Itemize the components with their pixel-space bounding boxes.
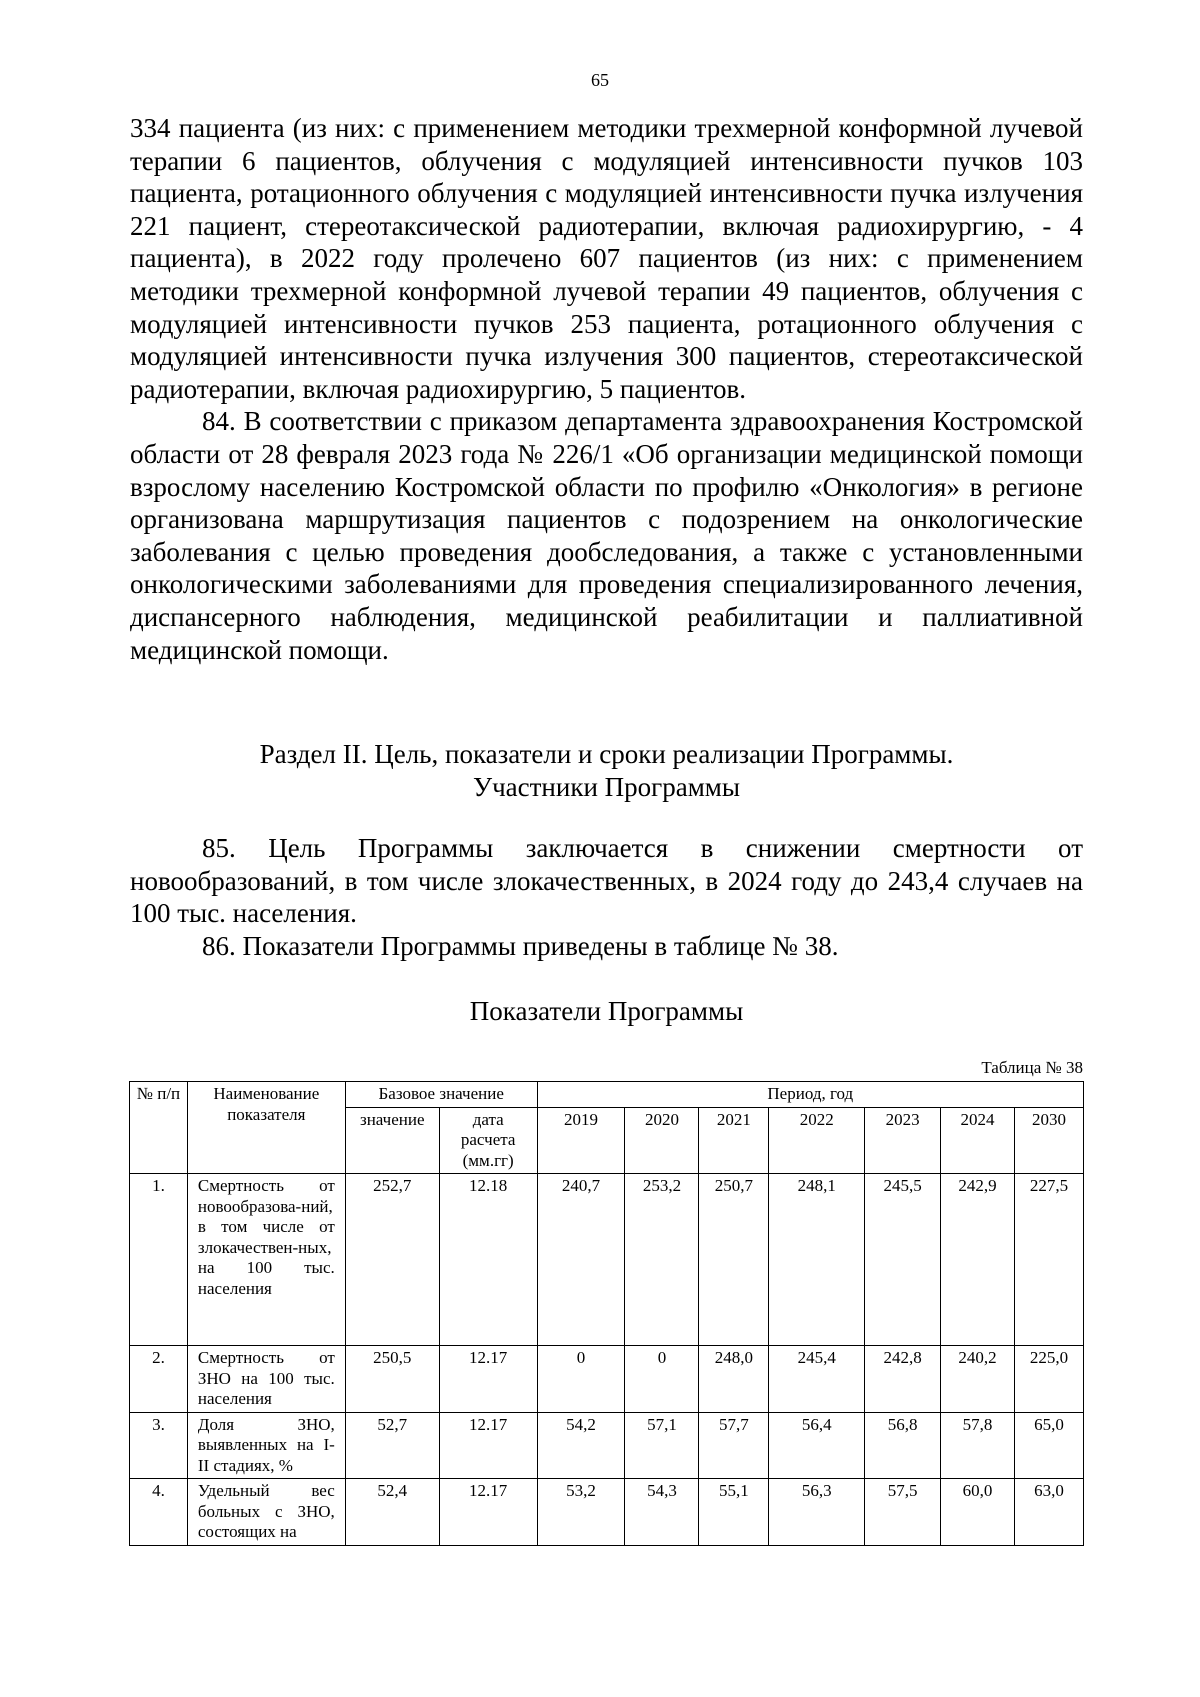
header-year: 2024 — [941, 1107, 1015, 1174]
row-base-value: 252,7 — [345, 1174, 439, 1346]
header-period-group: Период, год — [537, 1082, 1083, 1108]
header-base-value: значение — [345, 1107, 439, 1174]
row-value: 54,3 — [625, 1479, 699, 1546]
row-value: 56,3 — [769, 1479, 865, 1546]
page-number: 65 — [591, 70, 609, 90]
row-name: Смертность от ЗНО на 100 тыс. населения — [187, 1346, 345, 1413]
row-value: 53,2 — [537, 1479, 625, 1546]
row-value: 55,1 — [699, 1479, 769, 1546]
row-value: 248,0 — [699, 1346, 769, 1413]
paragraph-85: 85. Цель Программы заключается в снижении смертности от новообразований, в том числе злокачественных, в 2024 году до 243,4 случаев на 100 тыс. населения. — [130, 833, 1083, 929]
indicators-table — [129, 1081, 1084, 1546]
table-row — [130, 1479, 1084, 1546]
row-value: 250,7 — [699, 1174, 769, 1346]
row-value: 242,8 — [865, 1346, 941, 1413]
row-value: 0 — [537, 1346, 625, 1413]
row-num: 3. — [130, 1412, 188, 1479]
header-name: Наименование показателя — [187, 1082, 345, 1174]
row-base-value: 52,7 — [345, 1412, 439, 1479]
table-row — [130, 1346, 1084, 1413]
row-value: 63,0 — [1014, 1479, 1083, 1546]
table-number: Таблица № 38 — [981, 1058, 1083, 1077]
paragraph: 334 пациента (из них: с применением методики трехмерной конформной лучевой терапии 6 пациентов, облучения с модуляцией интенсивности пучков 103 пациента, ротационного облучения с модуляцией интенсивности пучка излучения 221 пациент, стереотаксической радиотерапии, включая радиохирургию, - 4 пациента), в 2022 году пролечено 607 пациентов (из них: с применением методики трехмерной конформной лучевой терапии 49 пациентов, облучения с модуляцией интенсивности пучков 253 пациента, ротационного облучения с модуляцией интенсивности пучка излучения 300 пациентов, стереотаксической радиотерапии, включая радиохирургию, 5 пациентов. — [130, 113, 1083, 404]
row-value: 225,0 — [1014, 1346, 1083, 1413]
body-text-bottom — [130, 832, 1083, 962]
row-value: 0 — [625, 1346, 699, 1413]
paragraph-84: 84. В соответствии с приказом департамента здравоохранения Костромской области от 28 февраля 2023 года № 226/1 «Об организации медицинской помощи взрослому населению Костромской области по профилю «Онкология» в регионе организована маршрутизация пациентов с подозрением на онкологические заболевания с целью проведения дообследования, а также с установленными онкологическими заболеваниями для проведения специализированного лечения, диспансерного наблюдения, медицинской реабилитации и паллиативной медицинской помощи. — [130, 406, 1083, 665]
header-year: 2020 — [625, 1107, 699, 1174]
row-name: Удельный вес больных с ЗНО, состоящих на — [187, 1479, 345, 1546]
row-value: 248,1 — [769, 1174, 865, 1346]
header-year: 2023 — [865, 1107, 941, 1174]
section-heading — [130, 738, 1083, 804]
row-num: 4. — [130, 1479, 188, 1546]
row-value: 245,5 — [865, 1174, 941, 1346]
row-value: 54,2 — [537, 1412, 625, 1479]
row-base-date: 12.17 — [439, 1346, 537, 1413]
row-value: 253,2 — [625, 1174, 699, 1346]
row-base-date: 12.17 — [439, 1412, 537, 1479]
table-caption: Показатели Программы — [469, 996, 744, 1026]
row-num: 1. — [130, 1174, 188, 1346]
body-text-top — [130, 112, 1083, 666]
row-num: 2. — [130, 1346, 188, 1413]
row-value: 242,9 — [941, 1174, 1015, 1346]
row-value: 245,4 — [769, 1346, 865, 1413]
section-heading-line2: Участники Программы — [472, 772, 741, 802]
row-value: 227,5 — [1014, 1174, 1083, 1346]
row-value: 56,4 — [769, 1412, 865, 1479]
row-name: Смертность от новообразова-ний, в том числе от злокачествен-ных, на 100 тыс. населения — [187, 1174, 345, 1346]
row-value: 57,7 — [699, 1412, 769, 1479]
row-base-value: 250,5 — [345, 1346, 439, 1413]
header-num: № п/п — [130, 1082, 188, 1174]
table-row — [130, 1174, 1084, 1346]
row-value: 57,8 — [941, 1412, 1015, 1479]
row-value: 57,5 — [865, 1479, 941, 1546]
row-base-value: 52,4 — [345, 1479, 439, 1546]
row-value: 57,1 — [625, 1412, 699, 1479]
section-heading-line1: Раздел II. Цель, показатели и сроки реализации Программы. — [259, 739, 954, 769]
header-year: 2022 — [769, 1107, 865, 1174]
header-year: 2019 — [537, 1107, 625, 1174]
table-row — [130, 1412, 1084, 1479]
header-base-group: Базовое значение — [345, 1082, 537, 1108]
row-value: 56,8 — [865, 1412, 941, 1479]
table-header-row-1 — [130, 1082, 1084, 1108]
row-value: 65,0 — [1014, 1412, 1083, 1479]
header-year: 2030 — [1014, 1107, 1083, 1174]
header-base-date: дата расчета (мм.гг) — [439, 1107, 537, 1174]
row-value: 240,7 — [537, 1174, 625, 1346]
header-year: 2021 — [699, 1107, 769, 1174]
row-name: Доля ЗНО, выявленных на I-II стадиях, % — [187, 1412, 345, 1479]
row-value: 60,0 — [941, 1479, 1015, 1546]
row-base-date: 12.18 — [439, 1174, 537, 1346]
row-base-date: 12.17 — [439, 1479, 537, 1546]
paragraph-86: 86. Показатели Программы приведены в таблице № 38. — [202, 930, 839, 961]
row-value: 240,2 — [941, 1346, 1015, 1413]
